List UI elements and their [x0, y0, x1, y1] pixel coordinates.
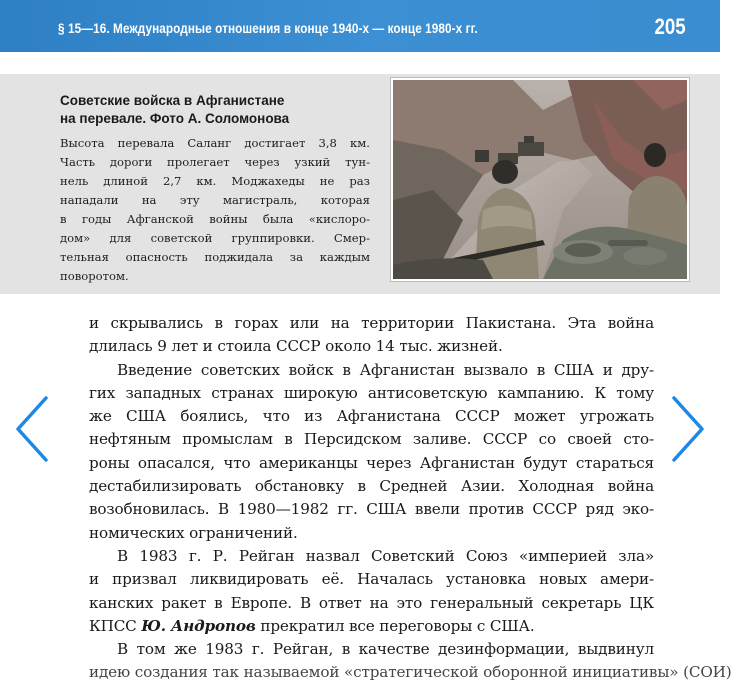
chevron-left-icon [12, 394, 52, 464]
caption-line: нападали на эту магистраль, которая [60, 193, 370, 207]
body-line: В 1983 г. Р. Рейган назвал Советский Союз «империей зла» [117, 546, 654, 565]
photo-illustration [393, 80, 687, 279]
caption-line: тельная опасность поджидала за каждым [60, 250, 370, 264]
body-line: роны опасался, что американцы через Афганистан будут стараться [89, 453, 654, 472]
caption-line: Часть дороги пролегает через узкий тун- [60, 155, 370, 169]
body-line: же США боялись, что из Афганистана СССР может угрожать [89, 407, 654, 426]
body-line: дестабилизировать обстановку в Средней Азии. Холодная война [89, 477, 654, 496]
next-page-button[interactable] [668, 394, 708, 464]
body-line: длилась 9 лет и стоила СССР около 14 тыс. жизней. [89, 337, 503, 356]
body-line: возобновилась. В 1980—1982 гг. США ввели против СССР ряд эко- [89, 500, 654, 519]
body-line [89, 615, 654, 638]
caption-text [60, 134, 370, 286]
body-line-cutoff: идею создания так называемой «стратегической оборонной инициативы» (СОИ) [89, 663, 732, 682]
person-name: Ю. Андропов [141, 616, 256, 635]
chevron-right-icon [668, 394, 708, 464]
body-line: и скрывались в горах или на территории Пакистана. Эта война [89, 314, 654, 332]
body-text [89, 312, 732, 682]
caption-title-line: на перевале. Фото А. Соломонова [60, 111, 290, 126]
body-line-rest: прекратил все переговоры с США. [260, 616, 535, 635]
page-number: 205 [654, 14, 686, 39]
body-line: и призвал ликвидировать её. Началась установка новых амери- [89, 570, 654, 589]
body-line-prefix: КПСС [89, 616, 142, 635]
caption-line: поворотом. [60, 269, 129, 283]
body-line: канских ракет в Европе. В ответ на это генеральный секретарь ЦК [89, 593, 654, 612]
caption-title [60, 92, 360, 128]
caption-title-line: Советские войска в Афганистане [60, 93, 285, 108]
body-line: нефтяным промыслам в Персидском заливе. СССР со своей сто- [89, 430, 654, 449]
caption-line: дом» для советской группировки. Смер- [60, 231, 370, 245]
body-line: Введение советских войск в Афганистан вызвало в США и дру- [117, 360, 654, 379]
caption-line: Высота перевала Саланг достигает 3,8 км. [60, 136, 370, 150]
page-header [0, 0, 720, 52]
caption-line: в годы Афганской войны была «кислоро- [60, 212, 370, 226]
caption-line: нель длиной 2,7 км. Моджахеды не раз [60, 174, 370, 188]
photo-soviet-troops-salang-pass [391, 78, 689, 281]
body-line: В том же 1983 г. Рейган, в качестве дезинформации, выдвинул [117, 640, 654, 659]
section-title: § 15—16. Международные отношения в конце 1940-х — конце 1980-х гг. [58, 20, 478, 36]
body-line: гих западных странах широкую антисоветскую кампанию. К тому [89, 383, 654, 402]
prev-page-button[interactable] [12, 394, 52, 464]
body-line: номических ограничений. [89, 523, 298, 542]
